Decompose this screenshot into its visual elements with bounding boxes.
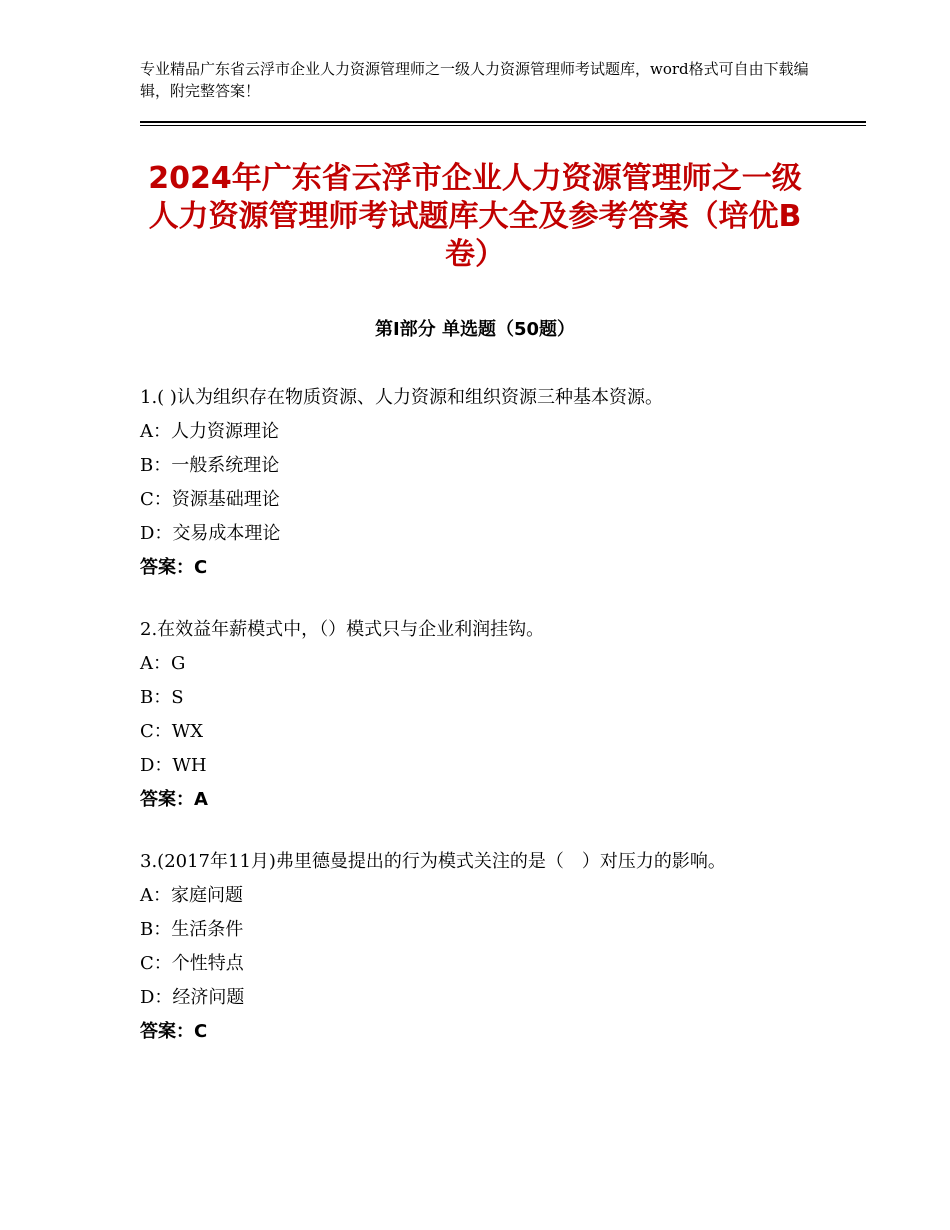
question-stem: 1.( )认为组织存在物质资源、人力资源和组织资源三种基本资源。	[140, 387, 663, 408]
answer: 答案：A	[140, 789, 208, 810]
option-a: A：家庭问题	[140, 885, 243, 906]
question-1	[140, 384, 810, 582]
option-c: C：个性特点	[140, 953, 244, 974]
question-3	[140, 848, 810, 1046]
question-stem: 2.在效益年薪模式中，（）模式只与企业利润挂钩。	[140, 619, 545, 640]
question-2	[140, 616, 810, 814]
option-d: D：经济问题	[140, 987, 245, 1008]
option-b: B：生活条件	[140, 919, 244, 940]
option-a: A：人力资源理论	[140, 421, 279, 442]
option-b: B：一般系统理论	[140, 455, 280, 476]
question-stem: 3.(2017年11月)弗里德曼提出的行为模式关注的是（ ）对压力的影响。	[140, 851, 726, 872]
option-d: D：交易成本理论	[140, 523, 281, 544]
option-c: C：WX	[140, 721, 204, 742]
answer: 答案：C	[140, 557, 208, 578]
option-a: A：G	[140, 653, 186, 674]
answer: 答案：C	[140, 1021, 208, 1042]
question-list	[140, 384, 810, 1080]
header-divider-thin	[140, 125, 866, 126]
section-title: 第Ⅰ部分 单选题（50题）	[374, 319, 575, 340]
option-b: B：S	[140, 687, 184, 708]
option-c: C：资源基础理论	[140, 489, 280, 510]
option-d: D：WH	[140, 755, 207, 776]
document-title: 2024年广东省云浮市企业人力资源管理师之一级人力资源管理师考试题库大全及参考答案（培优B卷）	[148, 161, 802, 272]
header-note: 专业精品广东省云浮市企业人力资源管理师之一级人力资源管理师考试题库，word格式可自由下载编辑，附完整答案！	[140, 60, 809, 100]
header-divider-thick	[140, 121, 866, 123]
